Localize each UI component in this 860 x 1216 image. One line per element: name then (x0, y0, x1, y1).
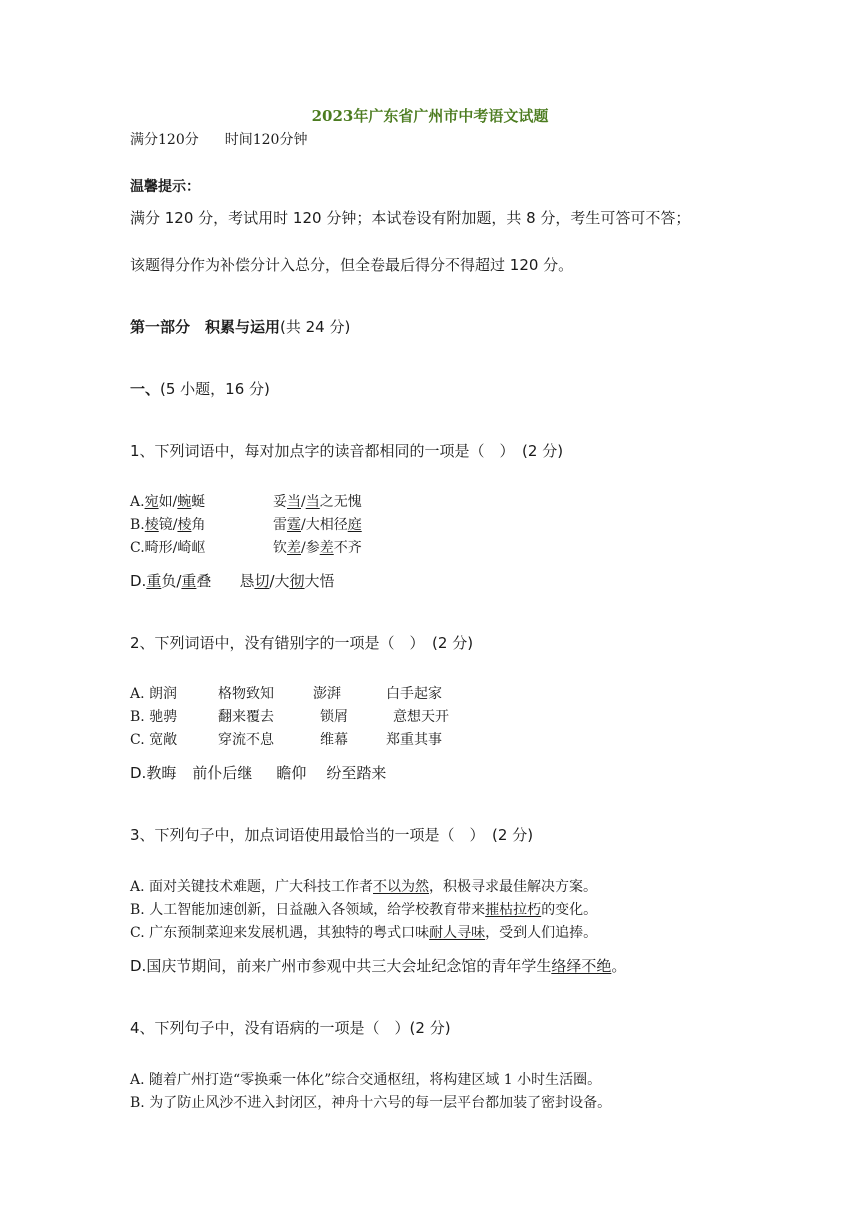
notice-label: 温馨提示： (130, 179, 200, 195)
q1-c-word-2: 钦差/参差不齐 (273, 540, 362, 556)
section-1-info: (5 小题，16 分) (160, 380, 270, 398)
full-score: 满分120分 (130, 132, 199, 148)
q1-a-word-1: A.宛如/蜿蜒 (130, 494, 206, 510)
q1-option-d: D.重负/重叠 恳切/大彻大悟 (130, 572, 335, 590)
question-1-stem: 1、下列词语中，每对加点字的读音都相同的一项是（ ） (2 分) (130, 442, 564, 460)
notice-line-2: 该题得分作为补偿分计入总分，但全卷最后得分不得超过 120 分。 (130, 256, 574, 274)
q3-d-key-phrase: 络绎不绝 (551, 957, 612, 975)
part-1-score: (共 24 分) (280, 318, 351, 336)
question-3-stem: 3、下列句子中，加点词语使用最恰当的一项是（ ） (2 分) (130, 826, 534, 844)
section-1-label: 一、 (130, 380, 161, 398)
part-1-heading (130, 316, 350, 337)
q2-option-d: D.教晦 前仆后继 瞻仰 纷至踏来 (130, 764, 387, 782)
q3-a-key-phrase: 不以为然 (373, 879, 430, 895)
notice-line-1: 满分 120 分，考试用时 120 分钟；本试卷设有附加题，共 8 分，考生可答可不答； (130, 209, 691, 227)
exam-time: 时间120分钟 (224, 132, 308, 148)
q1-b-word-2: 雷霆/大相径庭 (273, 517, 362, 533)
q1-b-word-1: B.棱镜/棱角 (130, 517, 206, 533)
q1-a-word-2: 妥当/当之无愧 (273, 494, 362, 510)
q3-option-d: D.国庆节期间，前来广州市参观中共三大会址纪念馆的青年学生络绎不绝。 (130, 957, 627, 975)
q3-option-b: B. 人工智能加速创新，日益融入各领域，给学校教育带来摧枯拉朽的变化。 (130, 902, 598, 918)
exam-meta (130, 129, 307, 149)
q3-option-c: C. 广东预制菜迎来发展机遇，其独特的粤式口味耐人寻味，受到人们追捧。 (130, 925, 598, 941)
q3-b-key-phrase: 摧枯拉朽 (485, 902, 542, 918)
page-title: 2023年广东省广州市中考语文试题 (311, 107, 549, 125)
q4-option-a: A. 随着广州打造“零换乘一体化”综合交通枢纽，将构建区域 1 小时生活圈。 (130, 1072, 602, 1088)
section-1-heading (130, 378, 270, 399)
q4-option-b: B. 为了防止风沙不进入封闭区，神舟十六号的每一层平台都加装了密封设备。 (130, 1095, 612, 1111)
q3-c-key-phrase: 耐人寻味 (429, 925, 486, 941)
q1-c-word-1: C.畸形/崎岖 (130, 540, 206, 556)
question-4-stem: 4、下列句子中，没有语病的一项是（ ）(2 分) (130, 1019, 451, 1037)
part-1-title: 第一部分 积累与运用 (130, 318, 281, 336)
q3-option-a: A. 面对关键技术难题，广大科技工作者不以为然，积极寻求最佳解决方案。 (130, 879, 598, 895)
question-2-stem: 2、下列词语中，没有错别字的一项是（ ） (2 分) (130, 634, 474, 652)
